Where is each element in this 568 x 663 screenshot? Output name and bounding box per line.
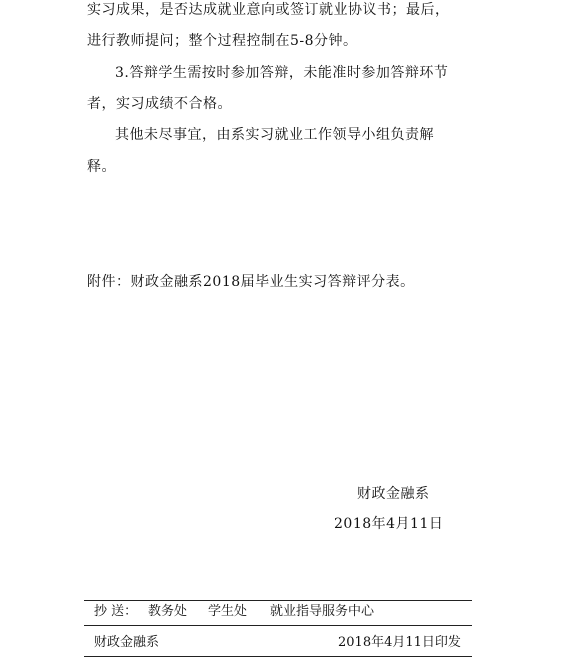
footer-middle-rule [84, 625, 472, 626]
cc-recipient: 就业指导服务中心 [270, 604, 375, 619]
body-line: 其他未尽事宜，由系实习就业工作领导小组负责解 [115, 127, 434, 143]
body-line: 实习成果，是否达成就业意向或签订就业协议书；最后， [87, 2, 450, 18]
cc-recipient: 学生处 [208, 604, 248, 619]
signature-date: 2018年4月11日 [334, 516, 444, 532]
body-line: 3.答辩学生需按时参加答辩，未能准时参加答辩环节 [115, 65, 449, 81]
cc-label: 抄 送： [94, 604, 138, 619]
attachment-note: 附件：财政金融系2018届毕业生实习答辩评分表。 [87, 274, 415, 290]
body-line: 进行教师提问；整个过程控制在5-8分钟。 [87, 33, 358, 49]
footer-issue-date: 2018年4月11日印发 [338, 635, 461, 650]
footer-issuer: 财政金融系 [94, 635, 160, 650]
footer-bottom-rule [84, 656, 472, 657]
footer-top-rule [84, 600, 472, 601]
body-line: 释。 [87, 159, 116, 175]
signature-org: 财政金融系 [357, 486, 430, 502]
body-line: 者，实习成绩不合格。 [87, 96, 232, 112]
cc-recipient: 教务处 [148, 604, 188, 619]
